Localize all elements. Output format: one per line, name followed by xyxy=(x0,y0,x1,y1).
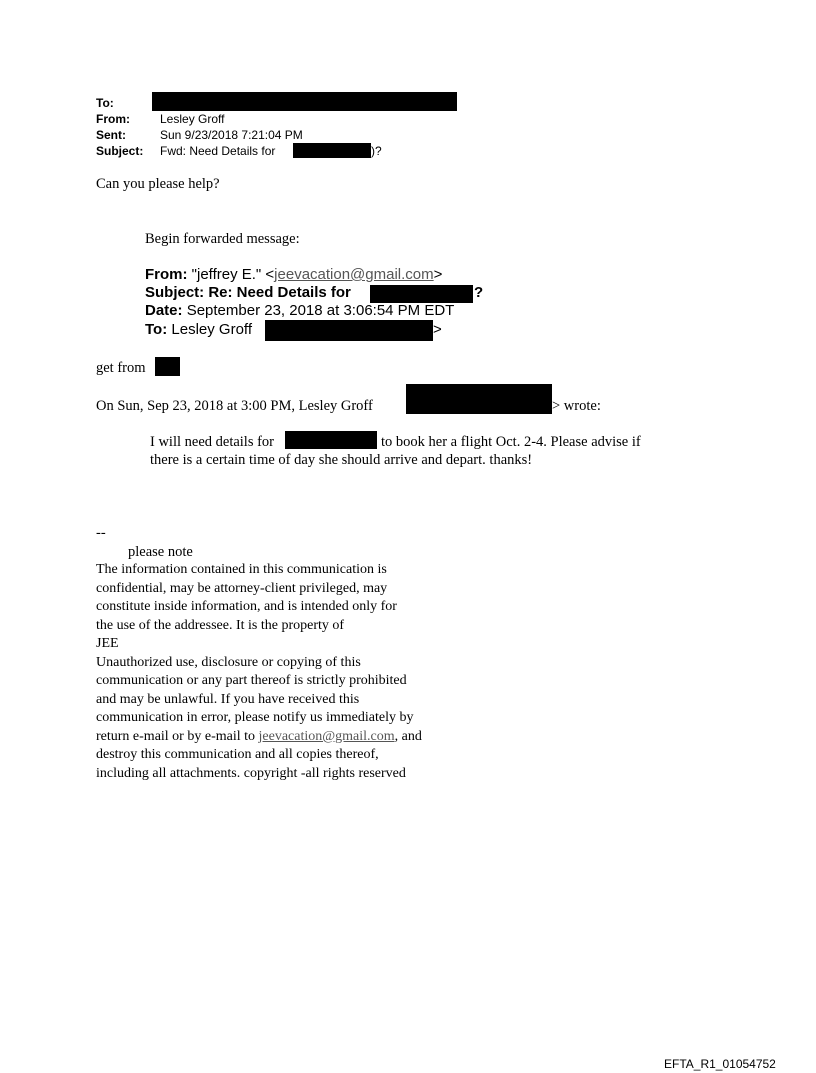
signature-note: please note xyxy=(128,544,193,560)
disclaimer-return-prefix: return e-mail or by e-mail to xyxy=(96,728,259,744)
disclaimer-email-link[interactable]: jeevacation@gmail.com xyxy=(258,728,395,744)
fwd-subject-label: Subject: Re: Need Details for xyxy=(145,284,351,301)
disclaimer-return-line xyxy=(96,728,422,747)
redaction-to xyxy=(152,92,457,111)
fwd-to-close: > xyxy=(433,321,442,338)
disclaimer-line: communication in error, please notify us immediately by xyxy=(96,710,414,725)
fwd-to-value: Lesley Groff xyxy=(171,321,252,338)
quoted-line1-b: to book her a flight Oct. 2-4. Please advise if xyxy=(381,434,641,450)
sent-label: Sent: xyxy=(96,128,126,142)
disclaimer-line: Unauthorized use, disclosure or copying of this xyxy=(96,654,361,670)
quoted-line2: there is a certain time of day she should arrive and depart. thanks! xyxy=(150,452,533,468)
redaction-fwd-to xyxy=(265,320,433,341)
disclaimer-line: confidential, may be attorney-client privileged, may xyxy=(96,580,388,596)
fwd-to-line xyxy=(145,321,252,338)
redaction-fwd-subject xyxy=(370,285,473,303)
fwd-date-line xyxy=(145,302,454,319)
quote-header-suffix: > wrote: xyxy=(552,398,601,414)
from-label: From: xyxy=(96,112,130,126)
intro-text: Can you please help? xyxy=(96,176,220,192)
fwd-subject-line xyxy=(145,284,351,301)
fwd-date-label: Date: xyxy=(145,302,183,319)
from-value: Lesley Groff xyxy=(160,112,225,126)
subject-label: Subject: xyxy=(96,144,144,158)
document-id: EFTA_R1_01054752 xyxy=(664,1057,776,1071)
disclaimer-line: communication or any part thereof is strictly prohibited xyxy=(96,673,407,688)
reply-text: get from xyxy=(96,360,146,376)
fwd-from-name: "jeffrey E." < xyxy=(191,266,275,283)
fwd-subject-suffix-wrap xyxy=(474,284,483,301)
redaction-quote-email xyxy=(406,384,552,414)
to-label: To: xyxy=(96,96,114,110)
redaction-quoted-name xyxy=(285,431,377,449)
redaction-reply xyxy=(155,357,180,376)
fwd-subject-suffix: ? xyxy=(474,284,484,301)
fwd-from-label: From: xyxy=(145,266,188,283)
disclaimer-return-suffix: , and xyxy=(394,728,422,744)
redaction-subject xyxy=(293,143,371,158)
disclaimer-line: The information contained in this communication is xyxy=(96,562,387,577)
fwd-to-label: To: xyxy=(145,321,168,338)
disclaimer-line: JEE xyxy=(96,636,119,651)
disclaimer-line: and may be unlawful. If you have received this xyxy=(96,691,360,707)
disclaimer-line: destroy this communication and all copies thereof, xyxy=(96,747,379,762)
fwd-from-close: > xyxy=(433,266,443,283)
subject-prefix: Fwd: Need Details for xyxy=(160,144,276,158)
subject-suffix: )? xyxy=(371,144,382,158)
sent-value: Sun 9/23/2018 7:21:04 PM xyxy=(160,128,303,142)
disclaimer-line: constitute inside information, and is intended only for xyxy=(96,599,397,614)
signature-dashes: -- xyxy=(96,525,106,541)
quoted-line1-a: I will need details for xyxy=(150,434,275,450)
disclaimer-line: the use of the addressee. It is the property of xyxy=(96,617,345,633)
quote-header-prefix: On Sun, Sep 23, 2018 at 3:00 PM, Lesley Groff xyxy=(96,398,373,414)
fwd-from-email-link[interactable]: jeevacation@gmail.com xyxy=(274,266,434,283)
disclaimer-line: including all attachments. copyright -all rights reserved xyxy=(96,765,406,781)
fwd-from-line xyxy=(145,266,442,283)
fwd-date-value: September 23, 2018 at 3:06:54 PM EDT xyxy=(186,302,455,319)
forwarded-begin: Begin forwarded message: xyxy=(145,231,300,247)
